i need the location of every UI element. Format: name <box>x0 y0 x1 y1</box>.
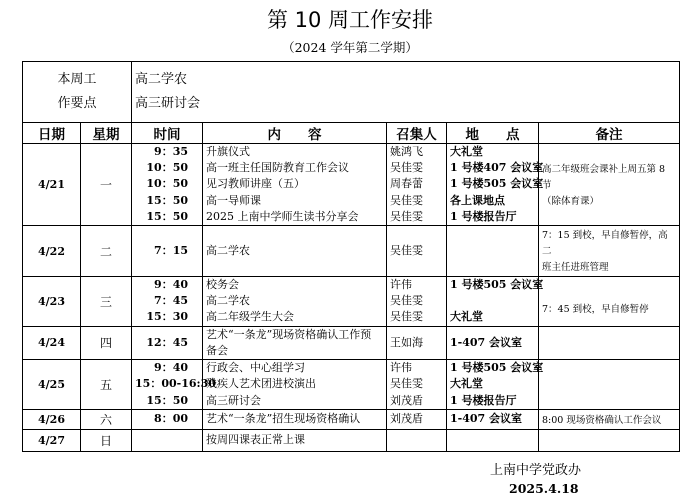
content-cell-line: 高二学农 <box>206 294 251 308</box>
note-cell-line: 8:00 现场资格确认工作会议 <box>542 414 662 426</box>
date-cell: 4/21 <box>23 144 81 226</box>
content-cell-line: 高三研讨会 <box>206 393 262 407</box>
venue-cell-line: 1 号楼407 会议室 <box>450 161 544 175</box>
date-cell: 4/24 <box>23 326 81 359</box>
time-cell <box>132 277 203 327</box>
content-cell-line: 高一导师课 <box>206 193 262 207</box>
host-cell-line: 吴佳雯 <box>390 209 424 223</box>
time-cell-line: 12：45 <box>146 335 189 349</box>
time-cell <box>132 326 203 359</box>
host-cell-line: 许伟 <box>390 361 413 375</box>
host-cell-line: 王如海 <box>390 335 424 349</box>
time-cell-line: 15：50 <box>146 209 189 223</box>
weekday-cell: 二 <box>81 226 132 277</box>
time-cell <box>132 360 216 410</box>
schedule-table <box>22 61 680 452</box>
time-cell-line: 10：50 <box>146 161 189 175</box>
host-cell <box>387 326 447 359</box>
venue-cell-line: 1 号楼505 会议室 <box>450 278 544 292</box>
venue-cell <box>447 226 539 277</box>
weekday-cell: 一 <box>81 144 132 226</box>
time-cell-line: 15：50 <box>146 193 189 207</box>
venue-cell-line: 1 号楼505 会议室 <box>450 361 544 375</box>
note-cell <box>539 226 680 277</box>
time-cell-line: 9：35 <box>154 145 189 158</box>
content-cell-line: 高一班主任国防教育工作会议 <box>206 161 350 175</box>
content-cell-line: 艺术“一条龙”招生现场资格确认 <box>206 412 361 426</box>
content-cell-line: 高二学农 <box>206 243 251 257</box>
note-cell-line: 班主任进班管理 <box>542 262 609 274</box>
note-cell-line: 高二年级班会课补上周五第 8 节 <box>542 163 666 191</box>
date-cell: 4/27 <box>23 430 81 452</box>
note-cell <box>539 360 680 410</box>
header-venue: 地 点 <box>447 123 539 144</box>
content-cell-line: 见习教师讲座（五） <box>206 177 306 191</box>
day-row <box>23 144 680 226</box>
header-time: 时间 <box>132 123 203 144</box>
venue-cell <box>447 410 539 430</box>
time-cell-line: 15：50 <box>146 393 189 407</box>
note-cell-line: 7：45 到校，早自修暂停 <box>542 304 649 316</box>
venue-cell-line: 1 号楼505 会议室 <box>450 177 544 191</box>
day-row <box>23 430 680 452</box>
time-cell-line: 15：00-16:30 <box>135 377 216 391</box>
content-cell-line: 校务会 <box>206 278 240 292</box>
header-date: 日期 <box>23 123 81 144</box>
day-row <box>23 360 680 410</box>
page-title: 第 10 周工作安排 <box>266 8 434 32</box>
venue-cell-line: 1 号楼报告厅 <box>450 393 517 407</box>
content-cell-line: 升旗仪式 <box>206 145 251 158</box>
host-cell <box>387 410 447 430</box>
weekday-cell: 三 <box>81 277 132 327</box>
content-cell-line: 行政会、中心组学习 <box>206 361 306 375</box>
content-cell <box>203 360 387 410</box>
weekday-cell: 五 <box>81 360 132 410</box>
header-weekday: 星期 <box>81 123 132 144</box>
host-cell-line: 刘茂盾 <box>390 412 424 426</box>
content-cell-line: 艺术“一条龙”现场资格确认工作预 <box>206 327 372 341</box>
host-cell-line: 许伟 <box>390 278 413 292</box>
time-cell-line: 9：40 <box>154 361 189 375</box>
host-cell-line: 姚鸿飞 <box>390 145 424 158</box>
day-row <box>23 410 680 430</box>
venue-cell-line: 各上课地点 <box>450 193 506 207</box>
note-cell <box>539 277 680 327</box>
note-cell <box>539 144 680 226</box>
content-cell <box>203 226 387 277</box>
content-cell <box>203 277 387 327</box>
time-cell-line: 10：50 <box>146 177 189 191</box>
day-row <box>23 277 680 327</box>
header-note: 备注 <box>539 123 680 144</box>
host-cell <box>387 144 447 226</box>
host-cell-line: 周春蕾 <box>390 177 424 191</box>
time-cell <box>132 144 203 226</box>
note-cell-line <box>542 286 676 302</box>
focus-label: 本周工 作要点 <box>23 62 132 123</box>
day-row <box>23 326 680 359</box>
header-host: 召集人 <box>387 123 447 144</box>
header-content: 内 容 <box>203 123 387 144</box>
content-cell-line: 高二年级学生大会 <box>206 310 295 324</box>
venue-cell-line: 大礼堂 <box>450 310 484 324</box>
content-cell <box>203 326 387 359</box>
note-cell-line: 7：15 到校，早自修暂停，高二 <box>542 230 668 258</box>
content-cell <box>203 430 387 452</box>
time-cell <box>132 430 203 452</box>
host-cell <box>387 360 447 410</box>
host-cell-line: 吴佳雯 <box>390 161 424 175</box>
time-cell <box>132 410 203 430</box>
time-cell-line: 7：15 <box>154 243 189 257</box>
host-cell-line: 吴佳雯 <box>390 310 424 324</box>
venue-cell <box>447 144 544 226</box>
time-cell-line: 8：00 <box>154 412 189 426</box>
venue-cell-line: 1 号楼报告厅 <box>450 209 517 223</box>
weekday-cell: 日 <box>81 430 132 452</box>
focus-item: 高二学农 <box>135 72 188 87</box>
host-cell-line: 刘茂盾 <box>390 393 424 407</box>
venue-cell <box>447 430 539 452</box>
date-cell: 4/22 <box>23 226 81 277</box>
venue-cell <box>447 360 544 410</box>
host-cell-line: 吴佳雯 <box>390 193 424 207</box>
content-cell-line: 按周四课表正常上课 <box>206 433 306 447</box>
day-row <box>23 226 680 277</box>
date-cell: 4/25 <box>23 360 81 410</box>
note-cell-line: （除体育课） <box>542 195 600 207</box>
host-cell <box>387 277 447 327</box>
content-cell-line: 2025 上南中学师生读书分享会 <box>206 209 359 223</box>
date-cell: 4/23 <box>23 277 81 327</box>
venue-cell-line <box>450 243 535 259</box>
venue-cell-line: 1-407 会议室 <box>450 335 523 349</box>
time-cell-line: 7：45 <box>154 294 189 308</box>
host-cell-line: 吴佳雯 <box>390 294 424 308</box>
venue-cell-line <box>450 293 535 309</box>
footer-date: 2025.4.18 <box>509 481 579 496</box>
host-cell <box>387 430 447 452</box>
content-cell <box>203 410 387 430</box>
time-cell-line: 15：30 <box>146 310 189 324</box>
venue-cell <box>447 326 539 359</box>
venue-cell <box>447 277 544 327</box>
note-cell <box>539 326 680 359</box>
venue-cell-line: 大礼堂 <box>450 145 484 158</box>
page-subtitle: （2024 学年第二学期） <box>282 40 418 55</box>
focus-row <box>23 62 680 123</box>
host-cell-line: 吴佳雯 <box>390 377 424 391</box>
focus-item: 高三研讨会 <box>135 96 201 111</box>
content-cell-line: 残疾人艺术团进校演出 <box>206 377 317 391</box>
time-cell <box>132 226 203 277</box>
header-row <box>23 123 680 144</box>
footer-organization: 上南中学党政办 <box>490 463 582 478</box>
venue-cell-line: 大礼堂 <box>450 377 484 391</box>
content-cell <box>203 144 387 226</box>
host-cell <box>387 226 447 277</box>
date-cell: 4/26 <box>23 410 81 430</box>
focus-items <box>132 62 680 123</box>
content-cell-line: 备会 <box>206 343 229 357</box>
venue-cell-line: 1-407 会议室 <box>450 412 523 426</box>
weekday-cell: 四 <box>81 326 132 359</box>
host-cell-line: 吴佳雯 <box>390 243 424 257</box>
time-cell-line: 9：40 <box>154 278 189 292</box>
note-cell <box>539 430 680 452</box>
note-cell <box>539 410 680 430</box>
weekday-cell: 六 <box>81 410 132 430</box>
